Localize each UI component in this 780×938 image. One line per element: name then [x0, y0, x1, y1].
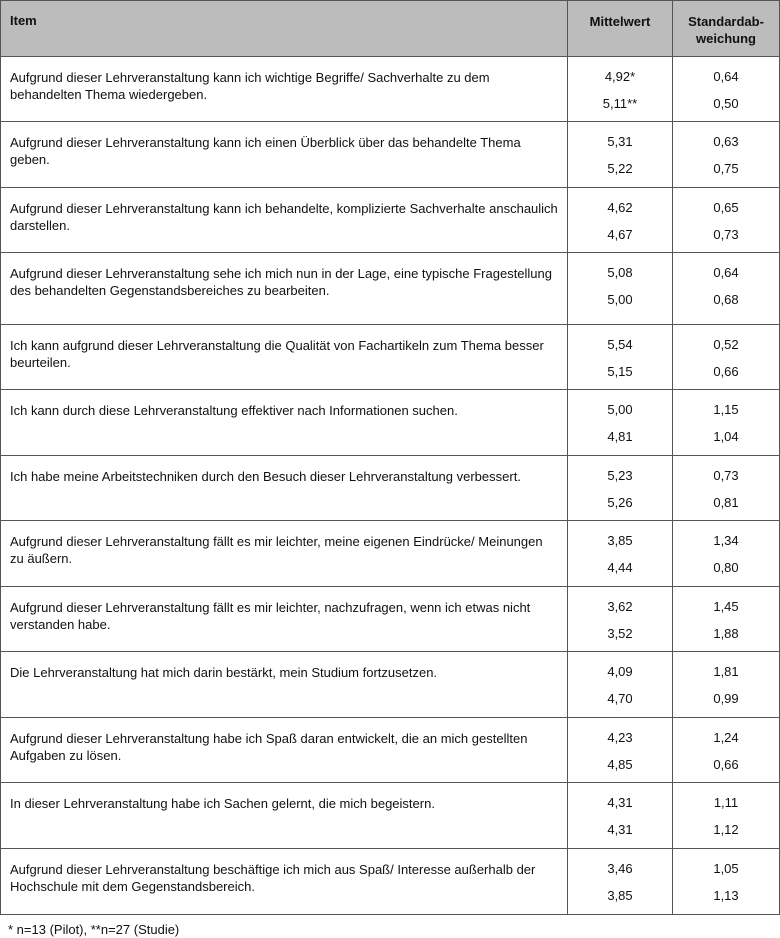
sd-cell	[673, 652, 780, 718]
mean-cell	[568, 587, 673, 652]
mean-study: 3,52	[607, 626, 633, 641]
mean-pilot: 4,31	[607, 795, 633, 810]
sd-study: 0,66	[713, 364, 739, 379]
item-text: Aufgrund dieser Lehrveranstaltung kann ich behandelte, komplizierte Sachverhalte anschaulich darstellen.	[1, 188, 568, 253]
table-row	[1, 325, 780, 390]
table-header-row	[1, 1, 780, 57]
sd-pilot: 1,11	[713, 795, 739, 810]
sd-study: 0,50	[713, 96, 739, 111]
sd-study: 1,12	[713, 822, 739, 837]
sd-pilot: 1,45	[713, 599, 739, 614]
mean-study: 4,67	[607, 227, 633, 242]
header-item: Item	[1, 1, 568, 57]
sd-cell	[673, 325, 780, 390]
item-text: Aufgrund dieser Lehrveranstaltung beschäftige ich mich aus Spaß/ Interesse außerhalb der Hochschule mit dem Gegenstandsbereich.	[1, 849, 568, 915]
table-row	[1, 521, 780, 587]
header-sd-line2: weichung	[696, 31, 756, 46]
sd-study: 0,75	[713, 161, 739, 176]
mean-pilot: 3,46	[607, 861, 633, 876]
sd-study: 0,99	[713, 691, 739, 706]
sd-study: 1,04	[713, 429, 739, 444]
sd-pilot: 0,63	[713, 134, 739, 149]
sd-cell	[673, 521, 780, 587]
item-text: Die Lehrveranstaltung hat mich darin bestärkt, mein Studium fortzusetzen.	[1, 652, 568, 718]
sd-pilot: 0,65	[713, 200, 739, 215]
table-row	[1, 652, 780, 718]
mean-pilot: 4,09	[607, 664, 633, 679]
sd-study: 0,80	[713, 560, 739, 575]
sd-study: 1,13	[713, 888, 739, 903]
mean-pilot: 5,31	[607, 134, 633, 149]
sd-cell	[673, 587, 780, 652]
sd-pilot: 0,64	[713, 265, 739, 280]
mean-cell	[568, 325, 673, 390]
sd-pilot: 1,24	[713, 730, 739, 745]
sd-study: 0,68	[713, 292, 739, 307]
mean-cell	[568, 188, 673, 253]
mean-cell	[568, 652, 673, 718]
item-text: In dieser Lehrveranstaltung habe ich Sachen gelernt, die mich begeistern.	[1, 783, 568, 849]
mean-pilot: 5,00	[607, 402, 633, 417]
sd-cell	[673, 390, 780, 456]
table-row	[1, 188, 780, 253]
sd-pilot: 1,05	[713, 861, 739, 876]
mean-cell	[568, 122, 673, 188]
item-text: Ich habe meine Arbeitstechniken durch den Besuch dieser Lehrveranstaltung verbessert.	[1, 456, 568, 521]
mean-study: 5,11**	[602, 96, 638, 111]
mean-study: 3,85	[607, 888, 633, 903]
mean-study: 4,85	[607, 757, 633, 772]
table-row	[1, 718, 780, 783]
mean-pilot: 4,62	[607, 200, 633, 215]
sd-cell	[673, 122, 780, 188]
table-row	[1, 253, 780, 325]
mean-pilot: 4,23	[607, 730, 633, 745]
mean-pilot: 5,54	[607, 337, 633, 352]
mean-study: 4,44	[607, 560, 633, 575]
item-text: Aufgrund dieser Lehrveranstaltung fällt es mir leichter, meine eigenen Eindrücke/ Meinungen zu äußern.	[1, 521, 568, 587]
item-text: Aufgrund dieser Lehrveranstaltung kann ich wichtige Begriffe/ Sachverhalte zu dem behandelten Thema wiedergeben.	[1, 57, 568, 122]
mean-cell	[568, 57, 673, 122]
mean-study: 4,81	[607, 429, 633, 444]
mean-study: 5,00	[607, 292, 633, 307]
table-row	[1, 849, 780, 915]
item-text: Ich kann durch diese Lehrveranstaltung effektiver nach Informationen suchen.	[1, 390, 568, 456]
sd-cell	[673, 849, 780, 915]
sd-study: 0,73	[713, 227, 739, 242]
mean-study: 5,22	[607, 161, 633, 176]
sd-pilot: 1,81	[713, 664, 739, 679]
header-standardabweichung	[673, 1, 780, 57]
sd-pilot: 1,34	[713, 533, 739, 548]
mean-cell	[568, 390, 673, 456]
table-row	[1, 122, 780, 188]
table-row	[1, 783, 780, 849]
mean-pilot: 5,23	[607, 468, 633, 483]
mean-pilot: 4,92*	[604, 69, 636, 84]
mean-cell	[568, 253, 673, 325]
header-mittelwert: Mittelwert	[568, 1, 673, 57]
sd-study: 1,88	[713, 626, 739, 641]
sd-pilot: 0,73	[713, 468, 739, 483]
header-sd-line1: Standardab-	[688, 14, 764, 29]
sd-pilot: 1,15	[713, 402, 739, 417]
mean-pilot: 5,08	[607, 265, 633, 280]
item-text: Aufgrund dieser Lehrveranstaltung sehe ich mich nun in der Lage, eine typische Fragestellung des behandelten Gegenstandsbereiches zu bearbeiten.	[1, 253, 568, 325]
mean-pilot: 3,85	[607, 533, 633, 548]
sd-pilot: 0,52	[713, 337, 739, 352]
mean-cell	[568, 783, 673, 849]
item-text: Aufgrund dieser Lehrveranstaltung habe ich Spaß daran entwickelt, die an mich gestellten Aufgaben zu lösen.	[1, 718, 568, 783]
mean-cell	[568, 456, 673, 521]
sd-cell	[673, 456, 780, 521]
item-text: Ich kann aufgrund dieser Lehrveranstaltung die Qualität von Fachartikeln zum Thema besser beurteilen.	[1, 325, 568, 390]
item-text: Aufgrund dieser Lehrveranstaltung fällt es mir leichter, nachzufragen, wenn ich etwas nicht verstanden habe.	[1, 587, 568, 652]
mean-study: 5,15	[607, 364, 633, 379]
sd-study: 0,66	[713, 757, 739, 772]
table-row	[1, 587, 780, 652]
mean-pilot: 3,62	[607, 599, 633, 614]
sd-cell	[673, 718, 780, 783]
table-footnote: * n=13 (Pilot), **n=27 (Studie)	[8, 922, 180, 937]
mean-cell	[568, 521, 673, 587]
mean-cell	[568, 849, 673, 915]
sd-cell	[673, 57, 780, 122]
sd-study: 0,81	[713, 495, 739, 510]
mean-study: 4,70	[607, 691, 633, 706]
sd-cell	[673, 783, 780, 849]
sd-cell	[673, 188, 780, 253]
mean-study: 5,26	[607, 495, 633, 510]
table-row	[1, 456, 780, 521]
sd-cell	[673, 253, 780, 325]
mean-cell	[568, 718, 673, 783]
item-text: Aufgrund dieser Lehrveranstaltung kann ich einen Überblick über das behandelte Thema geben.	[1, 122, 568, 188]
mean-study: 4,31	[607, 822, 633, 837]
table-row	[1, 57, 780, 122]
sd-pilot: 0,64	[713, 69, 739, 84]
table-row	[1, 390, 780, 456]
